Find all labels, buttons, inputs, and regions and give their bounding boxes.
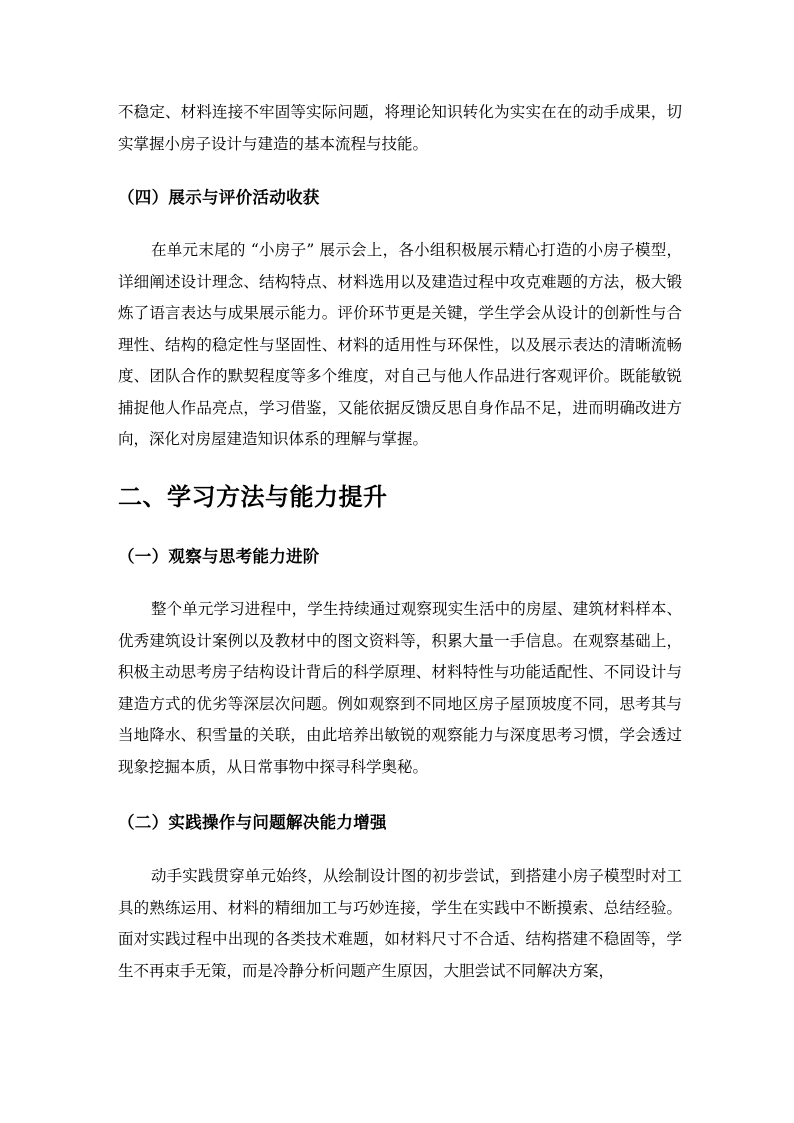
continued-paragraph: 不稳定、材料连接不牢固等实际问题，将理论知识转化为实实在在的动手成果，切实掌握小房子设计与建造的基本流程与技能。	[118, 103, 682, 153]
subsection-1-paragraph: 整个单元学习进程中，学生持续通过观察现实生活中的房屋、建筑材料样本、优秀建筑设计案例以及教材中的图文资料等，积累大量一手信息。在观察基础上，积极主动思考房子结构设计背后的科学原理、材料特性与功能适配性、不同设计与建造方式的优劣等深层次问题。例如观察到不同地区房子屋顶坡度不同，思考其与当地降水、积雪量的关联，由此培养出敏锐的观察能力与深度思考习惯，学会透过现象挖掘本质，从日常事物中探寻科学奥秘。	[118, 600, 682, 776]
section-4-heading: （四）展示与评价活动收获	[118, 188, 320, 207]
subsection-1-heading: （一）观察与思考能力进阶	[118, 547, 320, 566]
chapter-2-heading: 二、学习方法与能力提升	[118, 482, 388, 511]
subsection-2-paragraph: 动手实践贯穿单元始终，从绘制设计图的初步尝试，到搭建小房子模型时对工具的熟练运用、材料的精细加工与巧妙连接，学生在实践中不断摸索、总结经验。面对实践过程中出现的各类技术难题，如材料尺寸不合适、结构搭建不稳固等，学生不再束手无策，而是冷静分析问题产生原因，大胆尝试不同解决方案，	[118, 867, 682, 980]
section-4-paragraph: 在单元末尾的 “小房子” 展示会上，各小组积极展示精心打造的小房子模型，详细阐述设计理念、结构特点、材料选用以及建造过程中攻克难题的方法，极大锻炼了语言表达与成果展示能力。评价环节更是关键，学生学会从设计的创新性与合理性、结构的稳定性与坚固性、材料的适用性与环保性，以及展示表达的清晰流畅度、团队合作的默契程度等多个维度，对自己与他人作品进行客观评价。既能敏锐捕捉他人作品亮点，学习借鉴，又能依据反馈反思自身作品不足，进而明确改进方向，深化对房屋建造知识体系的理解与掌握。	[118, 241, 682, 448]
subsection-2-heading: （二）实践操作与问题解决能力增强	[118, 813, 387, 832]
